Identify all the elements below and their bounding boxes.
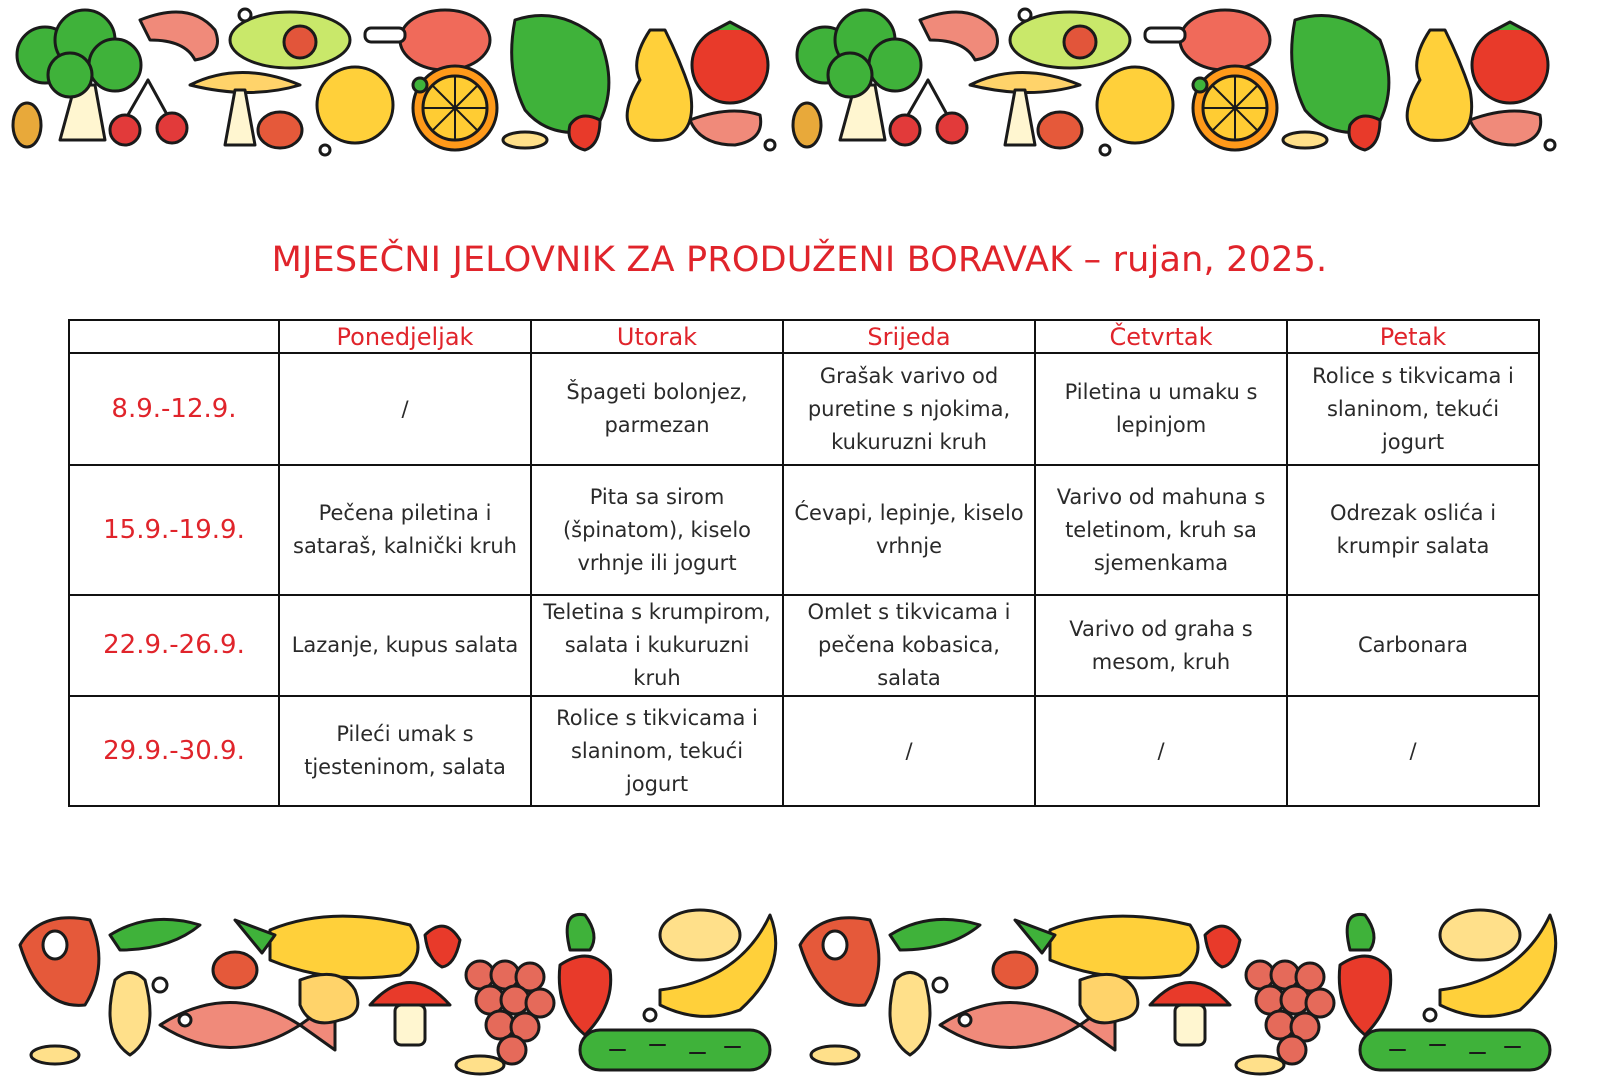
meal-cell: Carbonara: [1287, 595, 1539, 696]
meal-cell: Špageti bolonjez, parmezan: [531, 353, 783, 465]
week-cell: 8.9.-12.9.: [69, 353, 279, 465]
header-thursday: Četvrtak: [1035, 320, 1287, 353]
week-cell: 22.9.-26.9.: [69, 595, 279, 696]
meal-cell: Piletina u umaku s lepinjom: [1035, 353, 1287, 465]
bottom-food-banner: [0, 905, 1599, 1080]
meal-cell: Rolice s tikvicama i slaninom, tekući jogurt: [1287, 353, 1539, 465]
week-cell: 29.9.-30.9.: [69, 696, 279, 806]
meal-cell: /: [1287, 696, 1539, 806]
meal-cell: Varivo od mahuna s teletinom, kruh sa sjemenkama: [1035, 465, 1287, 595]
table-row: [69, 595, 1539, 696]
meal-cell: Varivo od graha s mesom, kruh: [1035, 595, 1287, 696]
meal-cell: Lazanje, kupus salata: [279, 595, 531, 696]
meal-cell: Rolice s tikvicama i slaninom, tekući jogurt: [531, 696, 783, 806]
meal-cell: /: [1035, 696, 1287, 806]
meal-cell: Ćevapi, lepinje, kiselo vrhnje: [783, 465, 1035, 595]
meal-cell: Odrezak oslića i krumpir salata: [1287, 465, 1539, 595]
header-tuesday: Utorak: [531, 320, 783, 353]
meal-cell: Teletina s krumpirom, salata i kukuruzni kruh: [531, 595, 783, 696]
page-title: MJESEČNI JELOVNIK ZA PRODUŽENI BORAVAK – rujan, 2025.: [271, 240, 1328, 280]
menu-table: [68, 319, 1540, 807]
header-row: [69, 320, 1539, 353]
meal-cell: Pita sa sirom (špinatom), kiselo vrhnje ili jogurt: [531, 465, 783, 595]
meal-cell: /: [783, 696, 1035, 806]
meal-cell: Pečena piletina i sataraš, kalnički kruh: [279, 465, 531, 595]
meal-cell: Grašak varivo od puretine s njokima, kukuruzni kruh: [783, 353, 1035, 465]
header-corner-cell: [69, 320, 279, 353]
week-cell: 15.9.-19.9.: [69, 465, 279, 595]
table-row: [69, 696, 1539, 806]
header-monday: Ponedjeljak: [279, 320, 531, 353]
table-row: [69, 353, 1539, 465]
meal-cell: Pileći umak s tjesteninom, salata: [279, 696, 531, 806]
meal-cell: Omlet s tikvicama i pečena kobasica, salata: [783, 595, 1035, 696]
header-friday: Petak: [1287, 320, 1539, 353]
table-row: [69, 465, 1539, 595]
meal-cell: /: [279, 353, 531, 465]
top-food-banner: [0, 0, 1599, 160]
header-wednesday: Srijeda: [783, 320, 1035, 353]
